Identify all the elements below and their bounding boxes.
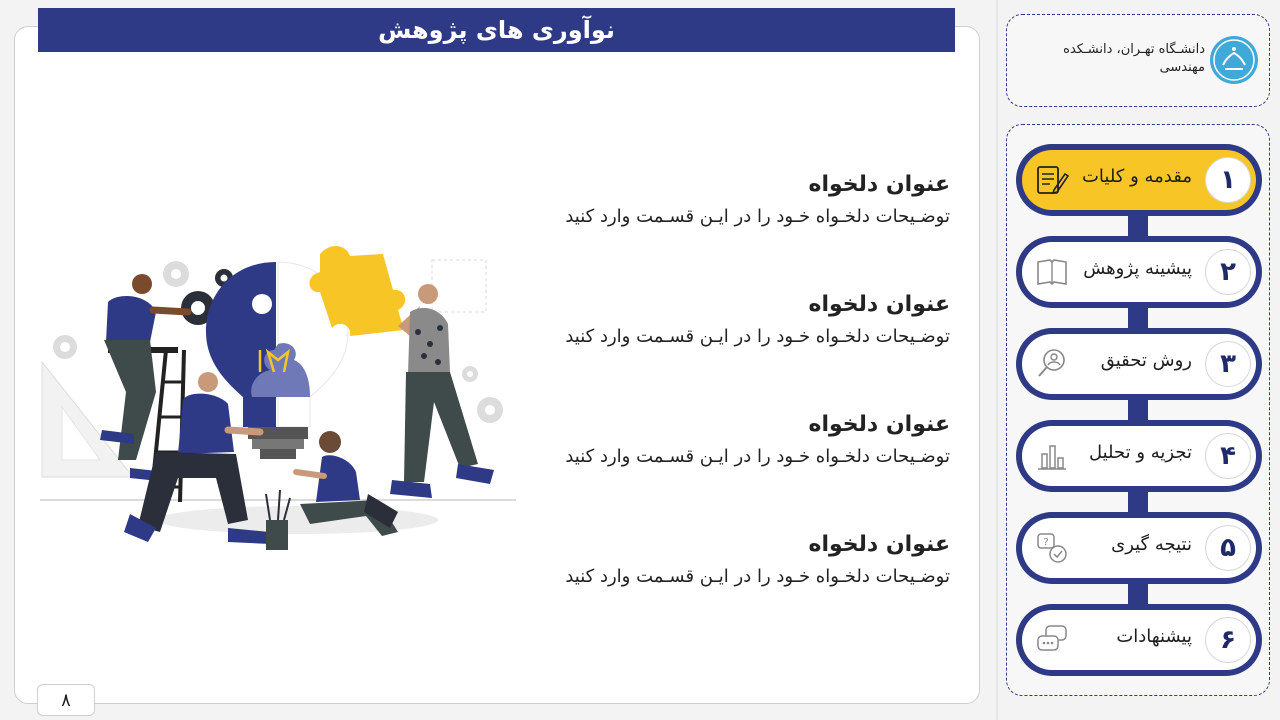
content-item-3 <box>540 410 950 470</box>
slide-title: نوآوری های پژوهش <box>38 8 955 52</box>
content-item-description: توضـیحات دلخـواه خـود را در ایـن قسـمت وارد کنید <box>565 566 950 587</box>
content-item-1 <box>540 170 950 230</box>
content-item-description: توضـیحات دلخـواه خـود را در ایـن قسـمت وارد کنید <box>565 326 950 347</box>
svg-text:?: ? <box>1043 537 1049 548</box>
university-name: دانشـگاه تهـران، دانشـکده مهندسی <box>1063 42 1205 75</box>
teamwork-puzzle-illustration <box>38 232 520 557</box>
nav-item-number: ۶ <box>1205 617 1251 663</box>
conclusion-icon <box>1034 530 1070 566</box>
nav-item-analysis[interactable] <box>1016 420 1262 492</box>
content-item-title: عنوان دلخواه <box>808 412 950 437</box>
document-edit-icon <box>1034 162 1070 198</box>
content-item-description: توضـیحات دلخـواه خـود را در ایـن قسـمت وارد کنید <box>565 446 950 467</box>
nav-item-number: ۲ <box>1205 249 1251 295</box>
nav-item-literature-review[interactable] <box>1016 236 1262 308</box>
nav-item-number: ۱ <box>1205 157 1251 203</box>
nav-item-conclusion[interactable] <box>1016 512 1262 584</box>
nav-item-introduction[interactable] <box>1016 144 1262 216</box>
nav-item-label: تجزیه و تحلیل <box>1088 442 1192 463</box>
content-item-4 <box>540 530 950 590</box>
content-item-title: عنوان دلخواه <box>808 532 950 557</box>
bar-chart-icon <box>1034 438 1070 474</box>
page-number: ۸ <box>37 684 95 716</box>
university-of-tehran-logo-icon <box>1209 35 1259 85</box>
chat-bubbles-icon <box>1034 622 1070 658</box>
nav-item-number: ۳ <box>1205 341 1251 387</box>
nav-item-label: نتیجه گیری <box>1111 534 1192 555</box>
nav-item-number: ۴ <box>1205 433 1251 479</box>
nav-item-label: مقدمه و کلیات <box>1081 166 1192 187</box>
university-card <box>1006 14 1270 107</box>
nav-item-research-method[interactable] <box>1016 328 1262 400</box>
nav-item-suggestions[interactable] <box>1016 604 1262 676</box>
book-icon <box>1034 254 1070 290</box>
content-item-2 <box>540 290 950 350</box>
content-item-description: توضـیحات دلخـواه خـود را در ایـن قسـمت وارد کنید <box>565 206 950 227</box>
sidebar-divider <box>996 0 998 720</box>
nav-item-label: روش تحقیق <box>1100 350 1192 371</box>
user-search-icon <box>1034 346 1070 382</box>
content-item-title: عنوان دلخواه <box>808 172 950 197</box>
nav-item-label: پیشینه پژوهش <box>1083 258 1192 279</box>
content-item-title: عنوان دلخواه <box>808 292 950 317</box>
nav-item-number: ۵ <box>1205 525 1251 571</box>
nav-item-label: پیشنهادات <box>1116 626 1192 647</box>
